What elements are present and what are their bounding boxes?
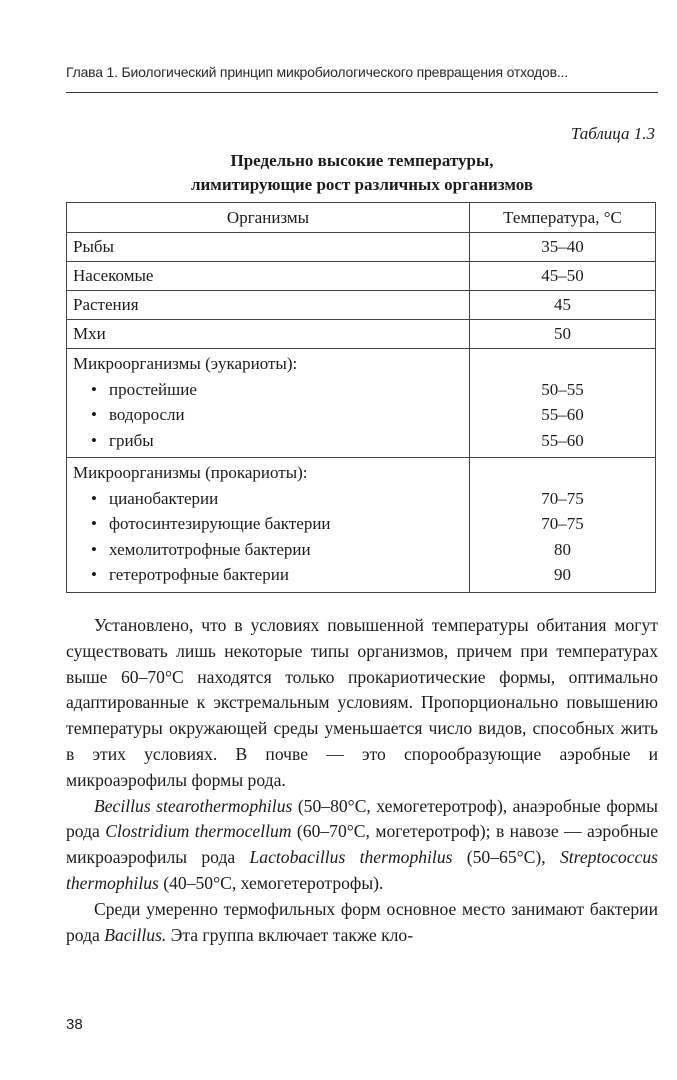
organism-cell: Мхи <box>67 320 470 349</box>
species-name: Becillus stearothermophilus <box>94 795 293 816</box>
genus-name: Bacillus. <box>104 924 167 945</box>
temperature-value: 50–55 <box>541 379 584 399</box>
organism-group-cell <box>67 349 470 458</box>
table-header-row <box>67 203 656 233</box>
paragraph-1: Установлено, что в условиях повышенной температуры обитания могут существовать лишь некоторые типы организмов, причем при температурах выше 60–70°С находятся только прокариотические формы, оптимально адаптированные к экстремальным условиям. Пропорционально повышению температуры окружающей среды уменьшается число видов, способных жить в этих условиях. В почве — это спорообразующие аэробные и микроаэрофилы формы рода. <box>66 615 658 790</box>
organism-cell: Рыбы <box>67 233 470 262</box>
table-row <box>67 262 656 291</box>
column-header-organisms: Организмы <box>67 203 470 233</box>
column-header-temperature: Температура, °С <box>470 203 656 233</box>
temperature-value: 55–60 <box>541 430 584 450</box>
page-number: 38 <box>66 1016 83 1033</box>
paragraph-3: Среди умеренно термофильных форм основное место занимают бактерии рода Bacillus. Эта группа включает также кло- <box>66 898 658 945</box>
list-item: • хемолитотрофные бактерии <box>73 537 463 563</box>
temperature-cell: 45 <box>470 291 656 320</box>
list-item: • грибы <box>73 428 463 454</box>
organism-group-cell <box>67 458 470 593</box>
table-title-line-2: лимитирующие рост различных организмов <box>190 175 534 194</box>
running-header: Глава 1. Биологический принцип микробиологического превращения отходов... <box>66 64 568 80</box>
list-item: • цианобактерии <box>73 486 463 512</box>
group-title: Микроорганизмы (прокариоты): <box>73 463 308 482</box>
organism-cell: Растения <box>67 291 470 320</box>
table-row <box>67 320 656 349</box>
temperature-value: 80 <box>554 539 571 559</box>
list-item: • гетеротрофные бактерии <box>73 562 463 588</box>
table-title <box>66 149 658 197</box>
table-group-row-eukaryotes <box>67 349 656 458</box>
list-item: • простейшие <box>73 377 463 403</box>
temperature-group-cell <box>470 349 656 458</box>
temperature-table <box>66 202 656 593</box>
temperature-cell: 35–40 <box>470 233 656 262</box>
header-rule <box>66 92 658 93</box>
group-title: Микроорганизмы (эукариоты): <box>73 354 298 373</box>
list-item: • водоросли <box>73 402 463 428</box>
table-row <box>67 233 656 262</box>
species-name: Clostridium thermocellum <box>105 821 292 842</box>
temperature-value: 90 <box>554 565 571 584</box>
list-item: • фотосинтезирующие бактерии <box>73 511 463 537</box>
species-name: Streptococcus thermophilus <box>66 847 658 893</box>
table-title-line-1: Предельно высокие температуры, <box>230 151 494 170</box>
temperature-group-cell <box>470 458 656 593</box>
species-name: Lactobacillus thermophilus <box>249 847 453 868</box>
paragraph-2: Becillus stearothermophilus (50–80°С, хемогетеротроф), анаэробные формы рода Clostridium thermocellum (60–70°С, могетеротроф); в навозе — аэробные микроаэрофилы рода Lactobacillus thermophilus (50–65°С), Streptococcus thermophilus (40–50°С, хемогетеротрофы). <box>66 795 659 893</box>
body-text <box>66 613 658 948</box>
temperature-value: 55–60 <box>541 405 584 424</box>
temperature-cell: 45–50 <box>470 262 656 291</box>
table-group-row-prokaryotes <box>67 458 656 593</box>
table-number: Таблица 1.3 <box>570 124 655 143</box>
temperature-value: 70–75 <box>541 514 584 533</box>
table-row <box>67 291 656 320</box>
organism-cell: Насекомые <box>67 262 470 291</box>
temperature-value: 70–75 <box>541 488 584 508</box>
temperature-cell: 50 <box>470 320 656 349</box>
